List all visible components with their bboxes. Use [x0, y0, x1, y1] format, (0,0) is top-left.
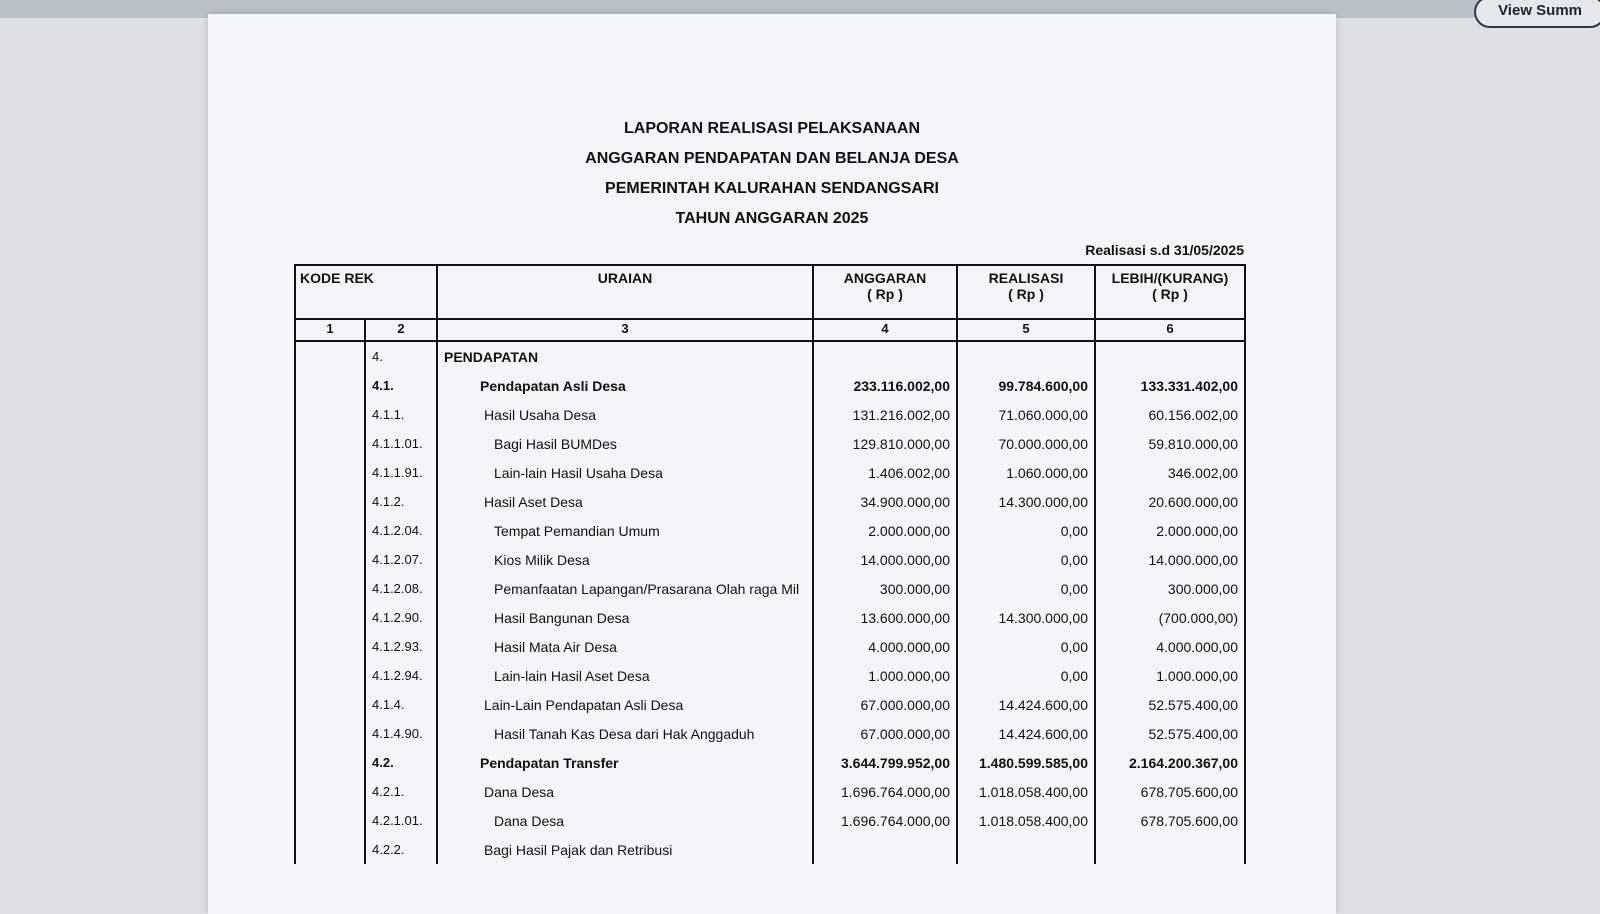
- report-table-body: [295, 341, 1245, 864]
- table-row: [295, 661, 1245, 690]
- cell-kode: 4.1.4.: [365, 690, 437, 719]
- cell-kode: 4.2.1.: [365, 777, 437, 806]
- table-row: [295, 835, 1245, 864]
- cell-uraian: Hasil Aset Desa: [437, 487, 813, 516]
- cell-anggaran: 1.406.002,00: [813, 458, 957, 487]
- cell-kode: 4.2.: [365, 748, 437, 777]
- col-number-1: 1: [295, 319, 365, 341]
- report-title-line-3: PEMERINTAH KALURAHAN SENDANGSARI: [605, 180, 939, 197]
- cell-anggaran: 67.000.000,00: [813, 690, 957, 719]
- cell-kode: 4.1.2.90.: [365, 603, 437, 632]
- table-row: [295, 748, 1245, 777]
- cell-lebih-kurang: 346.002,00: [1095, 458, 1245, 487]
- cell-lebih-kurang: 2.164.200.367,00: [1095, 748, 1245, 777]
- cell-uraian: PENDAPATAN: [437, 341, 813, 371]
- budget-report-table: [294, 264, 1246, 864]
- cell-kode: 4.1.2.93.: [365, 632, 437, 661]
- cell-realisasi: [957, 835, 1095, 864]
- cell-kode: 4.1.2.94.: [365, 661, 437, 690]
- cell-realisasi: 14.300.000,00: [957, 603, 1095, 632]
- cell-kode: 4.1.1.: [365, 400, 437, 429]
- cell-kode-1: [295, 341, 365, 371]
- cell-lebih-kurang: 60.156.002,00: [1095, 400, 1245, 429]
- cell-anggaran: 1.696.764.000,00: [813, 806, 957, 835]
- table-row: [295, 458, 1245, 487]
- header-lebih-kurang: [1095, 265, 1245, 319]
- cell-realisasi: 71.060.000,00: [957, 400, 1095, 429]
- cell-lebih-kurang: 2.000.000,00: [1095, 516, 1245, 545]
- cell-kode-1: [295, 429, 365, 458]
- col-number-3: 3: [437, 319, 813, 341]
- header-realisasi-label: REALISASI: [988, 270, 1064, 286]
- report-title-block: [208, 114, 1336, 234]
- cell-uraian: Bagi Hasil Pajak dan Retribusi: [437, 835, 813, 864]
- cell-kode-1: [295, 545, 365, 574]
- cell-anggaran: 1.696.764.000,00: [813, 777, 957, 806]
- cell-uraian: Lain-lain Hasil Usaha Desa: [437, 458, 813, 487]
- table-row: [295, 632, 1245, 661]
- cell-kode: 4.2.1.01.: [365, 806, 437, 835]
- cell-kode: 4.1.2.04.: [365, 516, 437, 545]
- cell-kode: 4.1.1.91.: [365, 458, 437, 487]
- cell-anggaran: 1.000.000,00: [813, 661, 957, 690]
- cell-uraian: Hasil Usaha Desa: [437, 400, 813, 429]
- cell-lebih-kurang: (700.000,00): [1095, 603, 1245, 632]
- cell-kode: 4.1.2.: [365, 487, 437, 516]
- cell-uraian: Pemanfaatan Lapangan/Prasarana Olah raga Mil: [437, 574, 813, 603]
- cell-realisasi: 1.480.599.585,00: [957, 748, 1095, 777]
- table-row: [295, 574, 1245, 603]
- cell-kode-1: [295, 806, 365, 835]
- cell-kode: 4.1.1.01.: [365, 429, 437, 458]
- cell-uraian: Pendapatan Transfer: [437, 748, 813, 777]
- cell-realisasi: 1.018.058.400,00: [957, 806, 1095, 835]
- cell-kode-1: [295, 400, 365, 429]
- cell-uraian: Lain-lain Hasil Aset Desa: [437, 661, 813, 690]
- table-row: [295, 777, 1245, 806]
- table-row: [295, 690, 1245, 719]
- document-page: [208, 14, 1336, 914]
- table-row: [295, 487, 1245, 516]
- table-row: [295, 400, 1245, 429]
- col-number-6: 6: [1095, 319, 1245, 341]
- cell-anggaran: 3.644.799.952,00: [813, 748, 957, 777]
- cell-uraian: Bagi Hasil BUMDes: [437, 429, 813, 458]
- cell-kode-1: [295, 690, 365, 719]
- cell-anggaran: 34.900.000,00: [813, 487, 957, 516]
- col-number-2: 2: [365, 319, 437, 341]
- cell-realisasi: 0,00: [957, 574, 1095, 603]
- col-number-4: 4: [813, 319, 957, 341]
- cell-uraian: Hasil Bangunan Desa: [437, 603, 813, 632]
- cell-realisasi: 1.018.058.400,00: [957, 777, 1095, 806]
- cell-realisasi: [957, 341, 1095, 371]
- table-row: [295, 371, 1245, 400]
- cell-lebih-kurang: 52.575.400,00: [1095, 690, 1245, 719]
- cell-kode-1: [295, 458, 365, 487]
- cell-realisasi: 0,00: [957, 632, 1095, 661]
- cell-kode-1: [295, 661, 365, 690]
- header-realisasi: [957, 265, 1095, 319]
- cell-realisasi: 0,00: [957, 545, 1095, 574]
- cell-anggaran: 2.000.000,00: [813, 516, 957, 545]
- cell-realisasi: 99.784.600,00: [957, 371, 1095, 400]
- cell-uraian: Hasil Tanah Kas Desa dari Hak Anggaduh: [437, 719, 813, 748]
- col-number-5: 5: [957, 319, 1095, 341]
- header-anggaran-unit: ( Rp ): [867, 286, 903, 302]
- cell-realisasi: 1.060.000,00: [957, 458, 1095, 487]
- cell-kode-1: [295, 371, 365, 400]
- cell-lebih-kurang: 133.331.402,00: [1095, 371, 1245, 400]
- cell-uraian: Hasil Mata Air Desa: [437, 632, 813, 661]
- cell-lebih-kurang: 52.575.400,00: [1095, 719, 1245, 748]
- cell-kode-1: [295, 516, 365, 545]
- cell-lebih-kurang: 678.705.600,00: [1095, 777, 1245, 806]
- header-realisasi-unit: ( Rp ): [1008, 286, 1044, 302]
- cell-kode: 4.1.2.07.: [365, 545, 437, 574]
- cell-realisasi: 14.424.600,00: [957, 690, 1095, 719]
- cell-lebih-kurang: 20.600.000,00: [1095, 487, 1245, 516]
- report-title-line-1: LAPORAN REALISASI PELAKSANAAN: [623, 120, 920, 137]
- report-title-line-2: ANGGARAN PENDAPATAN DAN BELANJA DESA: [585, 150, 959, 167]
- cell-anggaran: [813, 341, 957, 371]
- cell-uraian: Tempat Pemandian Umum: [437, 516, 813, 545]
- cell-anggaran: 67.000.000,00: [813, 719, 957, 748]
- cell-kode-1: [295, 777, 365, 806]
- cell-realisasi: 0,00: [957, 516, 1095, 545]
- cell-kode-1: [295, 835, 365, 864]
- cell-uraian: Dana Desa: [437, 806, 813, 835]
- header-anggaran-label: ANGGARAN: [843, 270, 927, 286]
- cell-uraian: Dana Desa: [437, 777, 813, 806]
- cell-anggaran: 14.000.000,00: [813, 545, 957, 574]
- cell-realisasi: 0,00: [957, 661, 1095, 690]
- cell-uraian: Kios Milik Desa: [437, 545, 813, 574]
- cell-uraian: Lain-Lain Pendapatan Asli Desa: [437, 690, 813, 719]
- cell-anggaran: 4.000.000,00: [813, 632, 957, 661]
- cell-realisasi: 14.424.600,00: [957, 719, 1095, 748]
- cell-realisasi: 70.000.000,00: [957, 429, 1095, 458]
- cell-kode: 4.: [365, 341, 437, 371]
- cell-lebih-kurang: 300.000,00: [1095, 574, 1245, 603]
- cell-kode-1: [295, 632, 365, 661]
- cell-kode-1: [295, 719, 365, 748]
- cell-kode-1: [295, 748, 365, 777]
- table-row: [295, 545, 1245, 574]
- table-row: [295, 429, 1245, 458]
- cell-uraian: Pendapatan Asli Desa: [437, 371, 813, 400]
- cell-kode: 4.1.4.90.: [365, 719, 437, 748]
- header-kode-rek: KODE REK: [295, 265, 437, 319]
- header-anggaran: [813, 265, 957, 319]
- cell-lebih-kurang: 4.000.000,00: [1095, 632, 1245, 661]
- cell-anggaran: 300.000,00: [813, 574, 957, 603]
- cell-lebih-kurang: 14.000.000,00: [1095, 545, 1245, 574]
- cell-lebih-kurang: 59.810.000,00: [1095, 429, 1245, 458]
- realisasi-date-label: Realisasi s.d 31/05/2025: [1085, 242, 1244, 258]
- header-lebih-label: LEBIH/(KURANG): [1111, 270, 1229, 286]
- table-row: [295, 806, 1245, 835]
- table-row: [295, 603, 1245, 632]
- cell-anggaran: 131.216.002,00: [813, 400, 957, 429]
- cell-kode-1: [295, 574, 365, 603]
- cell-lebih-kurang: [1095, 341, 1245, 371]
- cell-realisasi: 14.300.000,00: [957, 487, 1095, 516]
- cell-anggaran: 233.116.002,00: [813, 371, 957, 400]
- report-title-line-4: TAHUN ANGGARAN 2025: [675, 210, 869, 227]
- table-row: [295, 719, 1245, 748]
- cell-kode: 4.1.2.08.: [365, 574, 437, 603]
- table-row: [295, 341, 1245, 371]
- cell-kode: 4.2.2.: [365, 835, 437, 864]
- cell-anggaran: [813, 835, 957, 864]
- cell-anggaran: 13.600.000,00: [813, 603, 957, 632]
- cell-kode-1: [295, 487, 365, 516]
- cell-kode: 4.1.: [365, 371, 437, 400]
- cell-anggaran: 129.810.000,00: [813, 429, 957, 458]
- header-lebih-unit: ( Rp ): [1152, 286, 1188, 302]
- cell-lebih-kurang: 678.705.600,00: [1095, 806, 1245, 835]
- header-uraian: URAIAN: [437, 265, 813, 319]
- cell-lebih-kurang: 1.000.000,00: [1095, 661, 1245, 690]
- cell-kode-1: [295, 603, 365, 632]
- cell-lebih-kurang: [1095, 835, 1245, 864]
- view-summary-button[interactable]: View Summ: [1474, 0, 1600, 28]
- table-row: [295, 516, 1245, 545]
